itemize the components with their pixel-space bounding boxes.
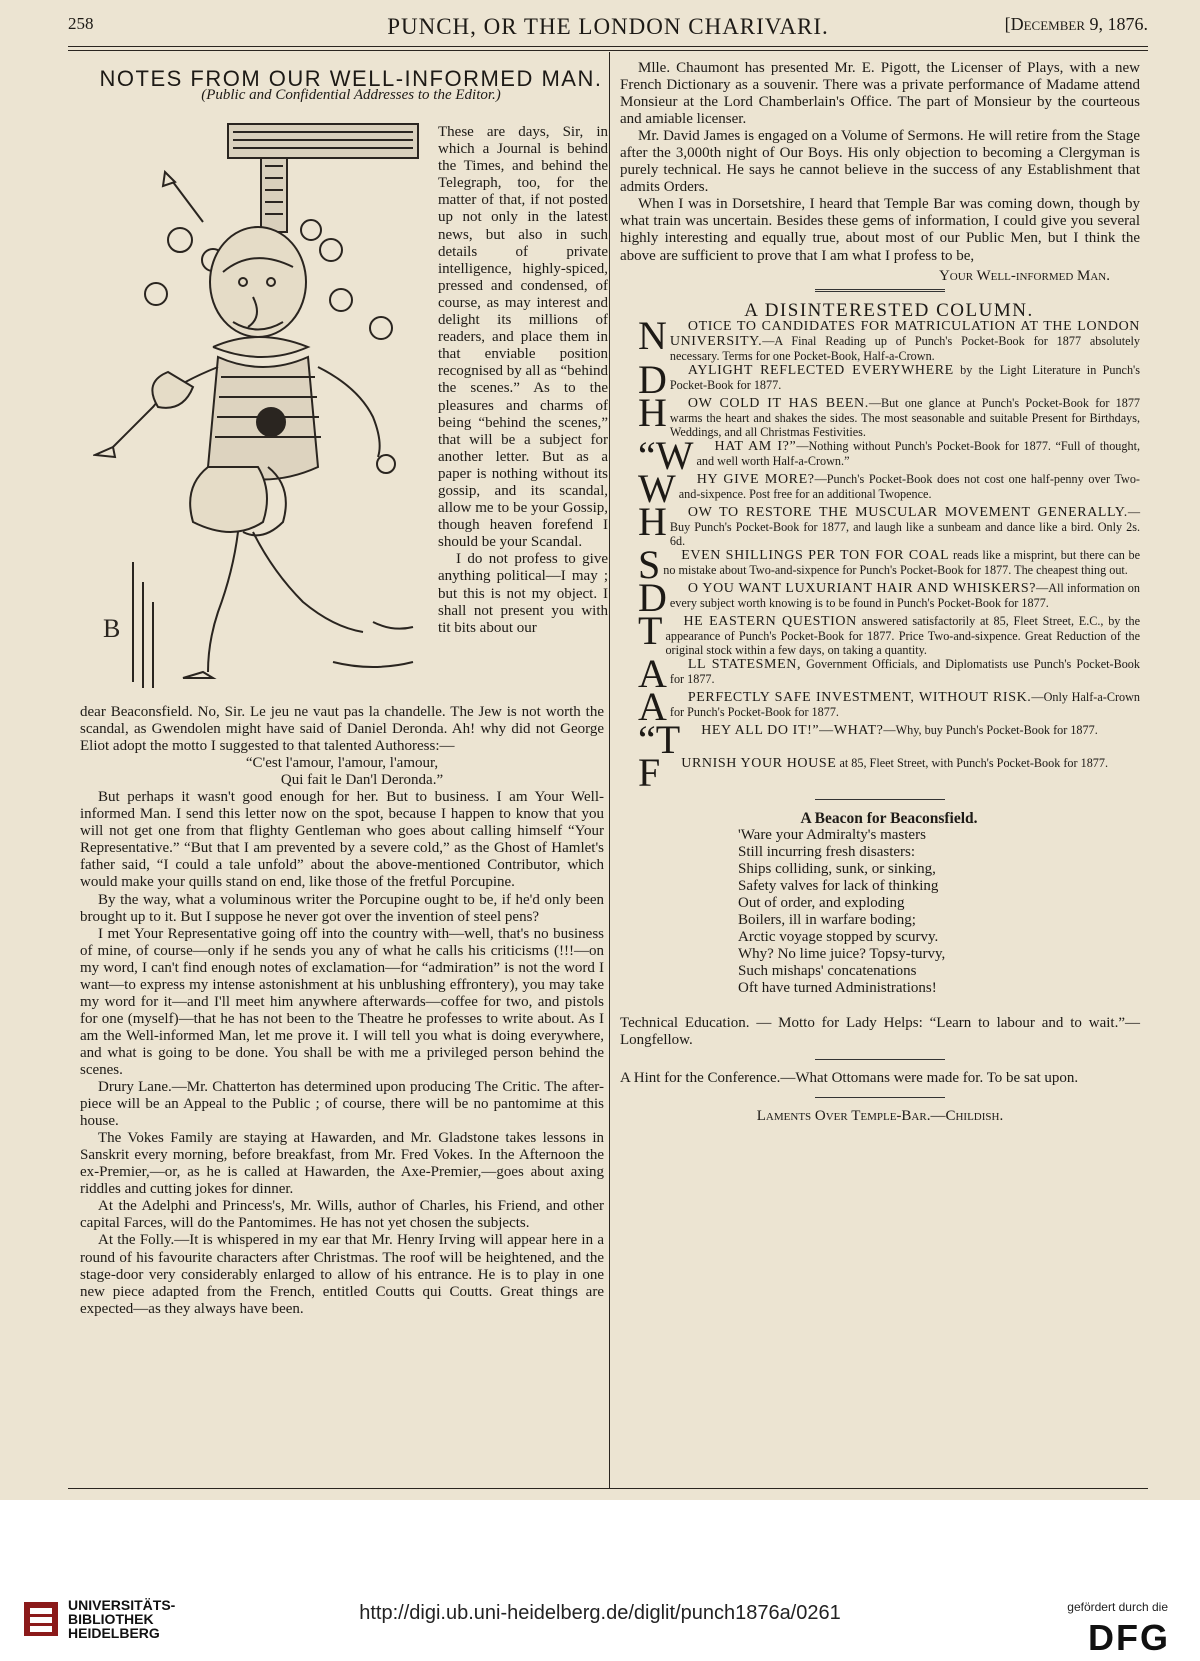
ad-caption: EVEN SHILLINGS PER TON FOR COAL (681, 547, 950, 563)
advertisement (620, 683, 1141, 729)
advertisement (620, 716, 1140, 762)
dorsetshire-paragraph: When I was in Dorsetshire, I heard that Temple Bar was coming down, though by what train was uncertain. Besides these gems of information, I could give you several highly interesting and equally true, about most of our Public Men, but I think the above are sufficient to prove that I am what I profess to be, (620, 196, 1140, 264)
advertisement (620, 465, 1140, 511)
poem (738, 827, 1140, 997)
folly-paragraph: At the Folly.—It is whispered in my ear that Mr. Henry Irving will appear here in a round of his favourite characters after Christmas. The roof will be heightened, and the stage-door very considerably enlarged to allow of his entrance. He is to play in one new piece adapted from the French, entitled Coutts qui Coutts. Great things are expected—as they always have been. (80, 1232, 604, 1317)
drop-initial: A (638, 683, 667, 729)
advertisement (620, 541, 1141, 587)
vokes-paragraph: The Vokes Family are staying at Hawarden, and Mr. Gladstone takes lessons in Sanskrit every morning, before breakfast, from Mr. Fred Vokes. In the Afternoon the ex-Premier,—or, as he is called at Hawarden, the Axe-Premier,—goes about axing riddles and cutting jokes for dinner. (80, 1130, 604, 1198)
adelphi-paragraph: At the Adelphi and Princess's, Mr. Wills, author of Charles, his Friend, and other capital Farces, will do the Pantomimes. He has not yet chosen the subjects. (80, 1198, 604, 1232)
advertisement (620, 432, 1140, 478)
poem-line: Boilers, ill in warfare boding; (738, 911, 916, 928)
poem-line: Out of order, and exploding (738, 894, 905, 911)
wrapped-text (438, 124, 608, 637)
drop-initial: S (638, 541, 661, 587)
advertisement (620, 650, 1140, 696)
quote-line-1: “C'est l'amour, l'amour, l'amour, (245, 755, 439, 772)
header-rule-thin (68, 50, 1148, 51)
column-divider (609, 52, 610, 1488)
separator (815, 289, 945, 292)
ad-caption: PERFECTLY SAFE INVESTMENT, WITHOUT RISK. (687, 689, 1032, 705)
advertisement (620, 389, 1141, 439)
drop-initial: A (638, 650, 667, 696)
ad-caption: HEY ALL DO IT!”—WHAT? (701, 722, 884, 738)
advertisement (620, 356, 1140, 402)
separator (815, 1059, 945, 1060)
poem-line: Ships colliding, sunk, or sinking, (738, 860, 936, 877)
representative-paragraph: I met Your Representative going off into the country with—well, that's no business of mine, of course—only if he sends you any of what he calls his criticisms (!!!—on my word, I can't find enough notes of exclamation—for “admiration” is not the word I want—to express my intense astonishment at his unblushing effrontery), you may take my word for it—and I'll meet him anywhere afterwards—coffee for two, and pistols for one (myself)—that he has not been to the Theatre he professes to write about. As I am the Well-informed Man, let me prove it. I will tell you what is doing everywhere, and what is going to be done. You shall be with me a privileged person behind the scenes. (80, 925, 604, 1078)
ad-body: —Only Half-a-Crown for Punch's Pocket-Book for 1877. (669, 689, 1141, 719)
james-paragraph: Mr. David James is engaged on a Volume of Sermons. He will retire from the Stage after the 3,000th night of Our Boys. His only objection to becoming a Clergyman is purely technical. He says he cannot believe in the success of any Establishment that admits Orders. (620, 128, 1140, 196)
advertisement (620, 312, 1140, 363)
drop-initial: H (638, 498, 667, 544)
drop-initial: D (638, 574, 667, 620)
drop-initial: F (638, 749, 661, 795)
left-column-head (80, 66, 604, 104)
technical-education: Technical Education. — Motto for Lady Helps: “Learn to labour and to wait.”—Longfellow. (620, 1014, 1140, 1048)
advertisements (620, 312, 1141, 795)
drop-initial: “W (638, 432, 694, 478)
ad-body: —All information on every subject worth knowing is to be found in Punch's Pocket-Book for 1877. (669, 580, 1140, 610)
digitization-footer (0, 1500, 1200, 1661)
ad-body: —But one glance at Punch's Pocket-Book for 1877 warms the heart and shakes the sides. The most seasonable and suitable Present for Birthdays, Weddings, and all Christmas Festivities. (669, 395, 1141, 439)
porcupine-paragraph: By the way, what a voluminous writer the Porcupine ought to be, if he'd only been brought up to it. But I suppose he never got over the invention of steel pens? (80, 891, 604, 925)
ad-body: reads like a misprint, but there can be no mistake about Two-and-sixpence for Punch's Pocket-Book for 1877. The cheapest thing out. (663, 547, 1141, 577)
drop-initial: N (638, 312, 667, 358)
drop-initial: W (638, 465, 676, 511)
poem-line: Such mishaps' concatenations (738, 962, 917, 979)
political-paragraph: I do not profess to give anything political—I may ; but this is not my object. I shall not present you with tit bits about our (438, 551, 608, 636)
drop-initial: T (638, 607, 663, 653)
figure-monogram: B (103, 614, 121, 643)
source-url[interactable]: http://digi.ub.uni-heidelberg.de/diglit/punch1876a/0261 (359, 1602, 841, 1624)
ad-caption: HAT AM I?” (714, 438, 797, 454)
ad-caption: OW TO RESTORE THE MUSCULAR MOVEMENT GENERALLY. (687, 504, 1128, 520)
beaconsfield-paragraph: dear Beaconsfield. No, Sir. Le jeu ne vaut pas la chandelle. The Jew is not worth the scandal, as Gwendolen might have said of Daniel Deronda. Ah! why did not George Eliot adopt the motto I suggested to that talented Authoress:— (80, 704, 604, 755)
ad-body: —Buy Punch's Pocket-Book for 1877, and laugh like a sunbeam and dance like a bird. Only 2s. 6d. (669, 504, 1140, 548)
advertisement (620, 607, 1140, 657)
ad-body: Government Officials, and Diplomatists use Punch's Pocket-Book for 1877. (669, 656, 1140, 686)
juggler-illustration (93, 122, 433, 688)
ad-body: answered satisfactorily at 85, Fleet Street, E.C., by the appearance of Punch's Pocket-Book for 1877. Price Two-and-sixpence. Great Reduction of the original stock within a few days, on taking a quantity. (665, 613, 1140, 657)
ad-caption: HE EASTERN QUESTION (683, 613, 857, 629)
issue-date: [December 9, 1876. (1004, 14, 1148, 34)
ad-body: —Punch's Pocket-Book does not cost one half-penny over Two-and-sixpence. Post free for an additional Twopence. (678, 471, 1140, 501)
ad-caption: LL STATESMEN, (687, 656, 802, 672)
ad-body: by the Light Literature in Punch's Pocket-Book for 1877. (669, 362, 1140, 392)
header-rule (68, 46, 1148, 47)
dfg-logo: DFG (1088, 1617, 1170, 1658)
drop-initial: “T (638, 716, 681, 762)
drury-lane-paragraph: Drury Lane.—Mr. Chatterton has determined upon producing The Critic. The after-piece will be an Appeal to the Public ; of course, there will be no pantomime at this house. (80, 1079, 604, 1130)
ad-caption: O YOU WANT LUXURIANT HAIR AND WHISKERS? (687, 580, 1037, 596)
ad-caption: HY GIVE MORE? (696, 471, 815, 487)
separator (815, 799, 945, 800)
intro-paragraph: These are days, Sir, in which a Journal is behind the Times, and behind the Telegraph, too, for the matter of that, if not posted up not only in the latest news, but also in such details of private intelligence, highly-spiced, pressed and condensed, of course, as may interest and delight its millions of readers, and place them in that enviable position recognised by all as “behind the scenes.” As to the pleasures and charms of being “behind the scenes,” that will be a subject for another letter. But as a paper is nothing without its gossip, and its scandal, allow me to be your Gossip, though heaven forefend I should be your Scandal. (438, 124, 608, 551)
advertisement (620, 574, 1140, 620)
left-column-body (80, 704, 604, 1318)
poem-line: Why? No lime juice? Topsy-turvy, (738, 945, 946, 962)
temple-bar-laments: Laments Over Temple-Bar.—Childish. (756, 1107, 1004, 1124)
bottom-rule (68, 1488, 1148, 1489)
ad-caption: AYLIGHT REFLECTED EVERYWHERE (687, 362, 954, 378)
library-name: UNIVERSITÄTS- BIBLIOTHEK HEIDELBERG (68, 1597, 176, 1641)
page-header (68, 14, 1148, 44)
ad-body: —A Final Reading up of Punch's Pocket-Book for 1877 absolutely necessary. Terms for one Pocket-Book, Half-a-Crown. (669, 333, 1140, 363)
conference-hint: A Hint for the Conference.—What Ottomans were made for. To be sat upon. (620, 1069, 1079, 1086)
column-title: A DISINTERESTED COLUMN. (744, 299, 1034, 321)
drop-initial: H (638, 389, 667, 435)
poem-line: Arctic voyage stopped by scurvy. (738, 928, 939, 945)
article-heading: NOTES FROM OUR WELL-INFORMED MAN. (99, 66, 603, 91)
chaumont-paragraph: Mlle. Chaumont has presented Mr. E. Pigott, the Licenser of Plays, with a new French Dictionary as a souvenir. There was a private performance of Madame attend Monsieur at the Lord Chamberlain's Office. The part of Monsieur by the courteous and amiable licenser. (620, 60, 1140, 128)
ad-body: at 85, Fleet Street, with Punch's Pocket-Book for 1877. (836, 755, 1109, 770)
poem-line: 'Ware your Admiralty's masters (738, 826, 926, 843)
drop-initial: D (638, 356, 667, 402)
ad-caption: OW COLD IT HAS BEEN. (687, 395, 869, 411)
masthead-title: PUNCH, OR THE LONDON CHARIVARI. (387, 14, 829, 39)
ad-body: —Nothing without Punch's Pocket-Book for 1877. “Full of thought, and well worth Half-a-Crown.” (696, 438, 1140, 468)
separator (815, 1097, 945, 1098)
poem-title: A Beacon for Beaconsfield. (800, 809, 978, 827)
poem-line: Still incurring fresh disasters: (738, 843, 916, 860)
signature: Your Well-informed Man. (938, 267, 1110, 284)
sponsor-label: gefördert durch die (1067, 1600, 1168, 1614)
ad-body: —Why, buy Punch's Pocket-Book for 1877. (883, 722, 1098, 737)
advertisement (620, 749, 1140, 795)
quote-line-2: Qui fait le Dan'l Deronda.” (280, 772, 444, 789)
page-number: 258 (68, 14, 94, 33)
business-paragraph: But perhaps it wasn't good enough for her. But to business. I am Your Well-informed Man. I send this letter now on the spot, because I happen to know that you will not get one from that flighty Gentleman who goes about calling himself “Your Representative.” “But that I am prevented by a severe cold,” as the Ghost of Hamlet's father said, “I could a tale unfold” about the above-mentioned Contributor, which would make your quills stand on end, like those of the fretful Porcupine. (80, 789, 604, 891)
poem-line: Oft have turned Administrations! (738, 979, 937, 996)
article-subheading: (Public and Confidential Addresses to the Editor.) (201, 87, 501, 104)
ad-caption: URNISH YOUR HOUSE (681, 755, 837, 771)
ad-caption: OTICE TO CANDIDATES FOR MATRICULATION AT THE LONDON UNIVERSITY. (669, 318, 1140, 349)
right-column (620, 60, 1140, 1125)
poem-line: Safety valves for lack of thinking (738, 877, 939, 894)
advertisement (620, 498, 1140, 548)
